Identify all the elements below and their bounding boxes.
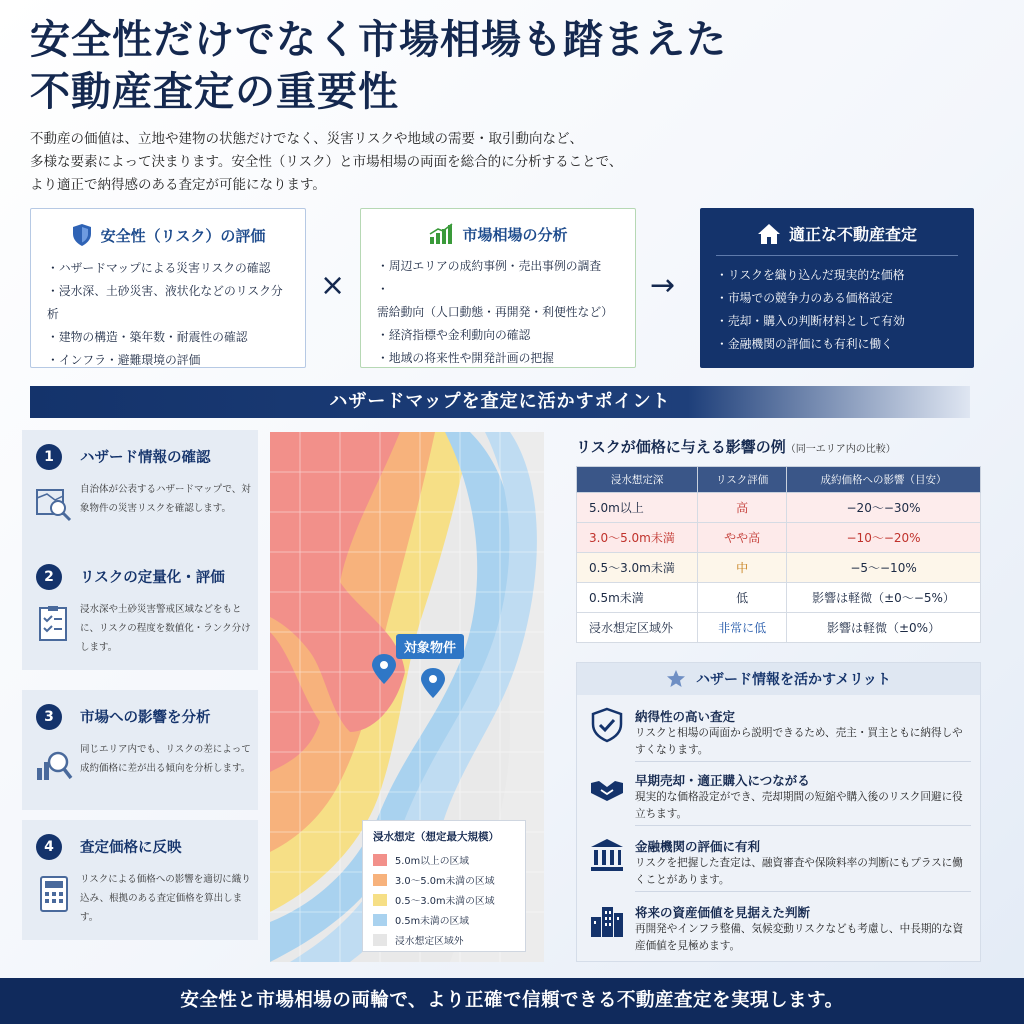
map-legend [362,820,526,952]
result-box-title: 適正な不動産査定 [788,225,917,244]
merit-divider [635,825,971,826]
legend-label: 0.5〜3.0m未満の区域 [395,896,495,907]
merit-divider [635,891,971,892]
intro-line: 多様な要素によって決まります。安全性（リスク）と市場相場の両面を総合的に分析することで、 [30,154,623,170]
merit-text: 再開発やインフラ整備、気候変動リスクなども考慮し、中長期的な資産価値を見極めます。 [635,923,964,952]
safety-box-list [47,257,289,372]
list-item: ・ リスクを織り込んだ現実的な価格 [716,264,958,287]
hazard-map [270,432,544,962]
market-box-heading [377,223,619,245]
section-title-band: ハザードマップを査定に活かすポイント [30,386,970,418]
step-title: ハザード情報の確認 [80,450,211,466]
table-cell: やや高 [698,523,787,553]
star-icon [666,669,686,689]
buildings-icon [589,903,625,939]
risk-table [576,466,981,643]
list-item: ・ 金融機関の評価にも有利に働く [716,333,958,356]
legend-swatch [373,874,387,886]
legend-swatch [373,894,387,906]
legend-row [373,930,515,950]
merit-title: 納得性の高い査定 [635,709,736,724]
step-number: 4 [36,834,62,860]
legend-label: 浸水想定区域外 [395,936,464,947]
list-item: ・ 浸水深、土砂災害、液状化などのリスク分析 [47,280,289,326]
footer-banner: 安全性と市場相場の両輪で、より正確で信頼できる不動産査定を実現します。 [0,978,1024,1024]
merit-item-2 [577,765,980,829]
result-box-heading [716,222,958,256]
risk-table-note: （同一エリア内の比較） [785,444,896,455]
market-analysis-box [360,208,636,368]
step-title: 市場への影響を分析 [80,710,211,726]
shield-icon [71,223,93,247]
market-box-list [377,255,619,370]
title-line-1: 安全性だけでなく市場相場も踏まえた [30,16,727,63]
step-card-3 [22,690,258,810]
merit-item-4 [577,897,980,961]
list-item: ・ インフラ・避難環境の評価 [47,349,289,372]
legend-label: 5.0m以上の区域 [395,856,470,867]
table-row [577,523,981,553]
list-item: ・ 経済指標や金利動向の確認 [377,324,619,347]
legend-label: 0.5m未満の区域 [395,916,470,927]
legend-swatch [373,854,387,866]
table-row [577,613,981,643]
list-item: ・ 市場での競争力のある価格設定 [716,287,958,310]
table-cell: 中 [698,553,787,583]
legend-title: 浸水想定（想定最大規模） [373,831,499,843]
table-cell: 高 [698,493,787,523]
step-text: リスクによる価格への影響を適切に織り込み、根拠のある査定価格を算出します。 [80,874,251,923]
column-header: 成約価格への影響（目安） [787,467,981,493]
chart-magnifier-icon [34,744,74,784]
table-cell: 低 [698,583,787,613]
list-item: ・ 地域の将来性や開発計画の把握 [377,347,619,370]
intro-text [30,128,710,197]
shield-check-icon [589,707,625,743]
market-box-title: 市場相場の分析 [462,225,568,244]
merit-title: 金融機関の評価に有利 [635,839,761,854]
handshake-icon [589,771,625,807]
table-cell: −20〜−30% [787,493,981,523]
merit-divider [635,761,971,762]
safety-box-heading [47,223,289,247]
column-header: リスク評価 [698,467,787,493]
intro-line: 不動産の価値は、立地や建物の状態だけでなく、災害リスクや地域の需要・取引動向など、 [30,131,583,147]
map-search-icon [34,484,74,524]
legend-swatch [373,934,387,946]
table-cell: 浸水想定区域外 [577,613,698,643]
step-number: 3 [36,704,62,730]
checklist-icon [34,604,74,644]
bar-chart-icon [428,223,454,245]
list-item: ・ 需給動向（人口動態・再開発・利便性など） [377,278,619,324]
bank-icon [589,837,625,873]
merit-title: 将来の資産価値を見据えた判断 [635,905,811,920]
table-cell: −5〜−10% [787,553,981,583]
title-line-2: 不動産査定の重要性 [30,68,399,115]
intro-line: より適正で納得感のある査定が可能になります。 [30,177,326,193]
merit-title: 早期売却・適正購入につながる [635,773,810,788]
table-cell: 5.0m以上 [577,493,698,523]
appraisal-result-box [700,208,974,368]
merit-item-3 [577,831,980,895]
step-text: 自治体が公表するハザードマップで、対象物件の災害リスクを確認します。 [80,484,251,514]
risk-table-title: リスクが価格に与える影響の例 [576,438,786,456]
step-text: 同じエリア内でも、リスクの差によって成約価格に差が出る傾向を分析します。 [80,744,251,774]
step-title: リスクの定量化・評価 [80,570,225,586]
step-card-2 [22,550,258,670]
arrow-operator: → [650,268,676,303]
legend-row [373,850,515,870]
list-item: ・ 周辺エリアの成約事例・売出事例の調査 [377,255,619,278]
house-icon [757,223,781,245]
legend-swatch [373,914,387,926]
step-title: 査定価格に反映 [80,840,182,856]
result-box-list [716,264,958,356]
column-header: 浸水想定深 [577,467,698,493]
page-title [30,14,790,118]
legend-row [373,890,515,910]
property-label: 対象物件 [396,634,464,659]
step-card-4 [22,820,258,940]
risk-table-heading [576,436,896,457]
merit-item-1 [577,701,980,765]
merits-title: ハザード情報を活かすメリット [696,672,891,688]
merits-panel [576,662,981,962]
table-cell: 3.0〜5.0m未満 [577,523,698,553]
safety-evaluation-box [30,208,306,368]
list-item: ・ 売却・購入の判断材料として有効 [716,310,958,333]
table-row [577,583,981,613]
list-item: ・ ハザードマップによる災害リスクの確認 [47,257,289,280]
table-cell: 非常に低 [698,613,787,643]
list-item: ・ 建物の構造・築年数・耐震性の確認 [47,326,289,349]
table-cell: 影響は軽微（±0〜−5%） [787,583,981,613]
calculator-icon [34,874,74,914]
legend-row [373,910,515,930]
table-row [577,493,981,523]
merit-text: 現実的な価格設定ができ、売却期間の短縮や購入後のリスク回避に役立ちます。 [635,791,963,820]
safety-box-title: 安全性（リスク）の評価 [100,226,266,245]
table-cell: 0.5m未満 [577,583,698,613]
merit-text: リスクと相場の両面から説明できるため、売主・買主ともに納得しやすくなります。 [635,727,963,756]
merit-text: リスクを把握した査定は、融資審査や保険料率の判断にもプラスに働くことがあります。 [635,857,963,886]
table-cell: 0.5〜3.0m未満 [577,553,698,583]
step-card-1 [22,430,258,550]
table-cell: 影響は軽微（±0%） [787,613,981,643]
table-cell: −10〜−20% [787,523,981,553]
table-row [577,553,981,583]
legend-row [373,870,515,890]
step-text: 浸水深や土砂災害警戒区域などをもとに、リスクの程度を数値化・ランク分けします。 [80,604,251,653]
step-number: 1 [36,444,62,470]
table-header-row [577,467,981,493]
legend-label: 3.0〜5.0m未満の区域 [395,876,495,887]
step-number: 2 [36,564,62,590]
cross-operator: × [320,268,346,303]
merits-heading [577,663,980,695]
